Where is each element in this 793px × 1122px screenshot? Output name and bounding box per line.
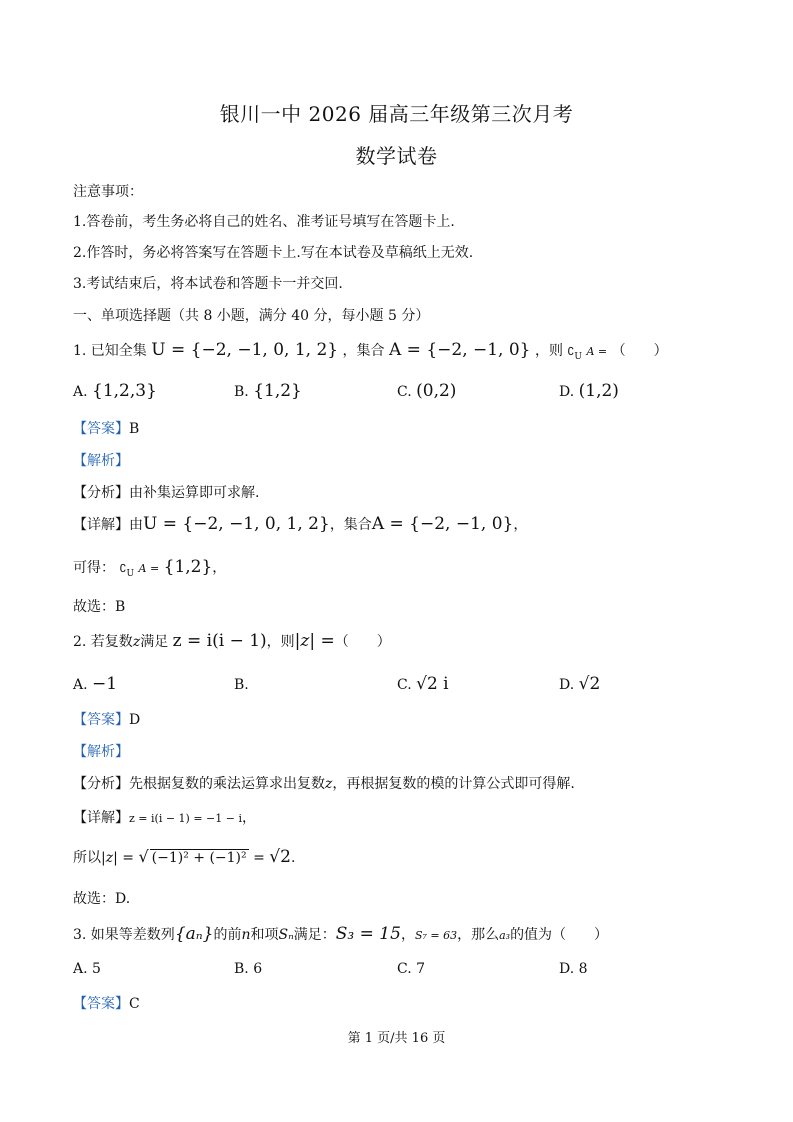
q1-prefix: 1. 已知全集 bbox=[73, 343, 147, 359]
q3-answer: 【答案】C bbox=[73, 996, 140, 1012]
q1-analysis-tag: 【解析】 bbox=[73, 453, 129, 469]
q1-complement-sub: U bbox=[574, 351, 582, 362]
question-1 bbox=[73, 340, 668, 362]
note-item-2: 2.作答时，务必将答案写在答题卡上.写在本试卷及草稿纸上无效. bbox=[73, 245, 474, 261]
q2-result: 所以|z| = √ (−1)² + (−1)² = √2. bbox=[73, 847, 296, 867]
q1-option-c: C. (0,2) bbox=[397, 381, 457, 401]
q1-result: 可得： $∁_U$ A = {1,2}， bbox=[73, 557, 227, 579]
q3-option-b: B. 6 bbox=[234, 961, 263, 977]
q2-detail: 【详解】z = i(i − 1) = −1 − i， bbox=[73, 810, 256, 826]
q1-option-d: D. (1,2) bbox=[559, 381, 619, 401]
exam-subtitle: 数学试卷 bbox=[355, 144, 438, 168]
question-2: 2. 若复数z满足 z = i(i − 1)，则|z| =（ ） bbox=[73, 631, 391, 651]
q2-answer: 【答案】D bbox=[73, 712, 141, 728]
q2-option-a: A. −1 bbox=[73, 674, 118, 694]
section-heading: 一、单项选择题（共 8 小题，满分 40 分，每小题 5 分） bbox=[73, 308, 430, 324]
q1-option-a: A. {1,2,3} bbox=[73, 381, 157, 401]
q3-option-c: C. 7 bbox=[397, 961, 426, 977]
q1-fenxi: 【分析】由补集运算即可求解. bbox=[73, 485, 260, 501]
q3-option-a: A. 5 bbox=[73, 961, 101, 977]
q2-fenxi: 【分析】先根据复数的乘法运算求出复数z，再根据复数的模的计算公式即可得解. bbox=[73, 776, 575, 792]
q2-option-d: D. √2 bbox=[559, 674, 601, 694]
q1-option-b: B. {1,2} bbox=[234, 381, 302, 401]
note-item-1: 1.答卷前，考生务必将自己的姓名、准考证号填写在答题卡上. bbox=[73, 214, 455, 230]
q1-detail: 【详解】由U = {−2, −1, 0, 1, 2}，集合A = {−2, −1, 0}， bbox=[73, 514, 528, 534]
q1-end: ，则 bbox=[534, 343, 563, 359]
q1-set-u: U = {−2, −1, 0, 1, 2} bbox=[151, 340, 339, 360]
page-footer: 第 1 页/共 16 页 bbox=[347, 1031, 446, 1046]
q1-complement-a: A = bbox=[586, 345, 608, 358]
q1-answer: 【答案】B bbox=[73, 421, 140, 437]
question-3: 3. 如果等差数列{aₙ}的前n和项Sₙ满足：S₃ = 15，S₇ = 63，那么a₃的值为（ ） bbox=[73, 924, 609, 944]
q2-analysis-tag: 【解析】 bbox=[73, 744, 129, 760]
q1-complement-symbol: ∁ bbox=[567, 345, 575, 358]
notes-heading: 注意事项： bbox=[73, 184, 143, 200]
exam-title: 银川一中 2026 届高三年级第三次月考 bbox=[219, 102, 574, 126]
q3-option-d: D. 8 bbox=[559, 961, 588, 977]
note-item-3: 3.考试结束后，将本试卷和答题卡一并交回. bbox=[73, 276, 343, 292]
q2-option-c: C. √2 i bbox=[397, 674, 449, 694]
q1-conclusion: 故选：B bbox=[73, 599, 126, 615]
q2-conclusion: 故选：D. bbox=[73, 891, 131, 907]
q1-paren: （ ） bbox=[611, 343, 668, 359]
q1-set-a: A = {−2, −1, 0} bbox=[388, 340, 531, 360]
q2-option-b: B. bbox=[234, 677, 249, 693]
q1-mid: ，集合 bbox=[342, 343, 385, 359]
